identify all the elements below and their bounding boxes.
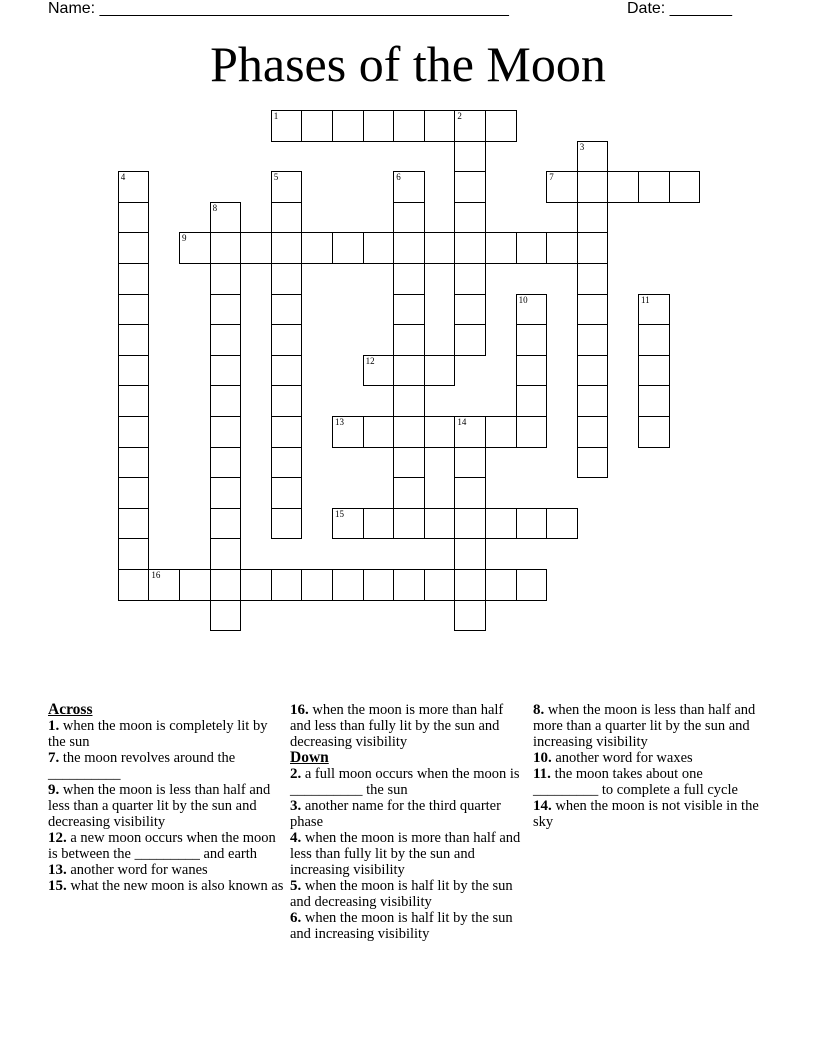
crossword-cell[interactable]	[454, 569, 486, 601]
crossword-cell[interactable]	[454, 416, 486, 448]
crossword-cell[interactable]	[454, 324, 486, 356]
crossword-cell[interactable]	[118, 355, 150, 387]
down-heading: Down	[290, 749, 329, 766]
crossword-cell[interactable]	[210, 294, 242, 326]
crossword-cell[interactable]	[210, 600, 242, 632]
crossword-cell[interactable]	[301, 569, 333, 601]
crossword-cell[interactable]	[485, 569, 517, 601]
crossword-cell[interactable]	[638, 355, 670, 387]
crossword-cell[interactable]	[454, 232, 486, 264]
crossword-cell[interactable]	[393, 263, 425, 295]
crossword-cell[interactable]	[271, 294, 303, 326]
crossword-cell[interactable]	[301, 232, 333, 264]
crossword-cell[interactable]	[210, 477, 242, 509]
crossword-cell[interactable]	[271, 447, 303, 479]
cell-number: 3	[579, 141, 585, 152]
crossword-cell[interactable]	[210, 355, 242, 387]
clue-down-10: 10. another word for waxes	[533, 750, 693, 766]
crossword-cell[interactable]	[546, 232, 578, 264]
crossword-cell[interactable]	[454, 294, 486, 326]
clue-across-13: 13. another word for wanes	[48, 862, 208, 878]
crossword-cell[interactable]	[485, 110, 517, 142]
crossword-cell[interactable]	[118, 477, 150, 509]
crossword-cell[interactable]	[271, 324, 303, 356]
cell-number: 12	[365, 355, 375, 366]
crossword-cell[interactable]	[577, 385, 609, 417]
crossword-cell[interactable]	[210, 263, 242, 295]
crossword-cell[interactable]	[393, 294, 425, 326]
crossword-cell[interactable]	[363, 508, 395, 540]
clue-down-5: 5. when the moon is half lit by the sun and decreasing visibility	[290, 878, 513, 910]
clue-across-1: 1. when the moon is completely lit by the sun	[48, 718, 268, 750]
crossword-cell[interactable]	[454, 600, 486, 632]
crossword-cell[interactable]	[271, 232, 303, 264]
crossword-cell[interactable]	[271, 202, 303, 234]
crossword-cell[interactable]	[393, 171, 425, 203]
crossword-cell[interactable]	[516, 232, 548, 264]
crossword-cell[interactable]	[210, 385, 242, 417]
crossword-cell[interactable]	[210, 202, 242, 234]
crossword-cell[interactable]	[332, 569, 364, 601]
cell-number: 10	[518, 294, 528, 305]
crossword-cell[interactable]	[363, 416, 395, 448]
crossword-cell[interactable]	[393, 355, 425, 387]
crossword-cell[interactable]	[393, 110, 425, 142]
crossword-cell[interactable]	[210, 447, 242, 479]
crossword-cell[interactable]	[271, 110, 303, 142]
crossword-cell[interactable]	[638, 385, 670, 417]
crossword-cell[interactable]	[454, 447, 486, 479]
crossword-cell[interactable]	[363, 232, 395, 264]
cell-number: 11	[641, 294, 650, 305]
clue-across-15: 15. what the new moon is also known as	[48, 878, 284, 894]
crossword-cell[interactable]	[210, 232, 242, 264]
crossword-cell[interactable]	[271, 385, 303, 417]
crossword-cell[interactable]	[271, 171, 303, 203]
crossword-cell[interactable]	[454, 508, 486, 540]
clue-down-4: 4. when the moon is more than half and less than fully lit by the sun and increasing visibility	[290, 830, 521, 878]
crossword-cell[interactable]	[424, 110, 456, 142]
crossword-cell[interactable]	[577, 171, 609, 203]
crossword-cell[interactable]	[424, 232, 456, 264]
crossword-cell[interactable]	[454, 110, 486, 142]
crossword-cell[interactable]	[485, 508, 517, 540]
crossword-cell[interactable]	[485, 232, 517, 264]
crossword-cell[interactable]	[179, 569, 211, 601]
crossword-cell[interactable]	[393, 202, 425, 234]
crossword-cell[interactable]	[393, 569, 425, 601]
crossword-cell[interactable]	[577, 355, 609, 387]
clue-column-2	[290, 702, 526, 942]
crossword-cell[interactable]	[424, 569, 456, 601]
clue-across-12: 12. a new moon occurs when the moon is between the _________ and earth	[48, 830, 276, 862]
crossword-cell[interactable]	[210, 416, 242, 448]
page-title: Phases of the Moon	[210, 36, 606, 92]
crossword-cell[interactable]	[363, 355, 395, 387]
crossword-cell[interactable]	[118, 232, 150, 264]
crossword-cell[interactable]	[516, 355, 548, 387]
crossword-cell[interactable]	[363, 110, 395, 142]
crossword-cell[interactable]	[424, 416, 456, 448]
clue-column-1	[48, 702, 284, 894]
crossword-cell[interactable]	[240, 232, 272, 264]
crossword-cell[interactable]	[577, 294, 609, 326]
crossword-cell[interactable]	[638, 324, 670, 356]
crossword-cell[interactable]	[424, 355, 456, 387]
crossword-cell[interactable]	[118, 324, 150, 356]
clue-column-3	[533, 702, 763, 830]
crossword-cell[interactable]	[118, 447, 150, 479]
crossword-cell[interactable]	[210, 569, 242, 601]
crossword-cell[interactable]	[516, 294, 548, 326]
cell-number: 7	[549, 172, 554, 183]
crossword-cell[interactable]	[393, 416, 425, 448]
clue-down-14: 14. when the moon is not visible in the sky	[533, 798, 759, 830]
clue-across-7: 7. the moon revolves around the __________	[48, 750, 236, 782]
crossword-cell[interactable]	[454, 202, 486, 234]
clue-down-3: 3. another name for the third quarter phase	[290, 798, 501, 830]
crossword-cell[interactable]	[638, 171, 670, 203]
crossword-cell[interactable]	[118, 508, 150, 540]
cell-number: 2	[457, 111, 462, 121]
cell-number: 16	[151, 570, 161, 580]
crossword-cell[interactable]	[516, 385, 548, 417]
crossword-cell[interactable]	[118, 569, 150, 601]
cell-number: 6	[396, 172, 401, 183]
crossword-cell[interactable]	[301, 110, 333, 142]
crossword-cell[interactable]	[118, 538, 150, 570]
crossword-cell[interactable]	[454, 141, 486, 173]
crossword-cell[interactable]	[210, 508, 242, 540]
crossword-cell[interactable]	[393, 232, 425, 264]
crossword-cell[interactable]	[638, 294, 670, 326]
crossword-cell[interactable]	[577, 416, 609, 448]
crossword-cell[interactable]	[332, 416, 364, 448]
crossword-cell[interactable]	[577, 324, 609, 356]
clue-across-16: 16. when the moon is more than half and less than fully lit by the sun and decreasing visibility	[290, 702, 504, 750]
crossword-cell[interactable]	[454, 538, 486, 570]
crossword-cell[interactable]	[424, 508, 456, 540]
crossword-cell[interactable]	[516, 508, 548, 540]
cell-number: 8	[212, 202, 218, 213]
crossword-cell[interactable]	[607, 171, 639, 203]
crossword-cell[interactable]	[210, 538, 242, 570]
crossword-cell[interactable]	[179, 232, 211, 264]
crossword-cell[interactable]	[546, 171, 578, 203]
cell-number: 15	[335, 508, 344, 519]
crossword-cell[interactable]	[577, 141, 609, 173]
crossword-cell[interactable]	[516, 416, 548, 448]
cell-number: 13	[335, 417, 344, 427]
across-heading: Across	[48, 701, 93, 718]
crossword-cell[interactable]	[546, 508, 578, 540]
crossword-cell[interactable]	[485, 416, 517, 448]
clue-across-9: 9. when the moon is less than half and less than a quarter lit by the sun and decreasing visibility	[48, 782, 271, 830]
crossword-cell[interactable]	[210, 324, 242, 356]
crossword-cell[interactable]	[363, 569, 395, 601]
crossword-cell[interactable]	[118, 294, 150, 326]
clue-down-8: 8. when the moon is less than half and more than a quarter lit by the sun and increasing visibility	[533, 702, 756, 750]
crossword-cell[interactable]	[577, 232, 609, 264]
crossword-cell[interactable]	[577, 263, 609, 295]
crossword-cell[interactable]	[118, 171, 150, 203]
crossword-cell[interactable]	[393, 477, 425, 509]
crossword-cell[interactable]	[332, 232, 364, 264]
cell-number: 9	[182, 233, 187, 244]
crossword-cell[interactable]	[393, 324, 425, 356]
crossword-cell[interactable]	[118, 385, 150, 417]
crossword-cell[interactable]	[393, 447, 425, 479]
cell-number: 4	[120, 172, 126, 183]
cell-number: 14	[457, 417, 467, 427]
crossword-cell[interactable]	[271, 416, 303, 448]
crossword-cell[interactable]	[638, 416, 670, 448]
crossword-cell[interactable]	[271, 508, 303, 540]
crossword-cell[interactable]	[271, 569, 303, 601]
cell-number: 1	[273, 111, 279, 121]
crossword-cell[interactable]	[393, 385, 425, 417]
crossword-cell[interactable]	[669, 171, 701, 203]
crossword-cell[interactable]	[454, 171, 486, 203]
clue-down-11: 11. the moon takes about one _________ to complete a full cycle	[533, 766, 738, 798]
crossword-cell[interactable]	[118, 202, 150, 234]
crossword-cell[interactable]	[454, 477, 486, 509]
date-field[interactable]: Date: _______	[627, 0, 732, 17]
cell-number: 5	[273, 172, 279, 183]
crossword-cell[interactable]	[516, 569, 548, 601]
crossword-cell[interactable]	[393, 508, 425, 540]
clue-down-6: 6. when the moon is half lit by the sun and increasing visibility	[290, 910, 513, 942]
crossword-cell[interactable]	[577, 202, 609, 234]
crossword-cell[interactable]	[271, 477, 303, 509]
clue-down-2: 2. a full moon occurs when the moon is __________ the sun	[290, 766, 520, 798]
crossword-cell[interactable]	[577, 447, 609, 479]
crossword-cell[interactable]	[516, 324, 548, 356]
crossword-cell[interactable]	[148, 569, 180, 601]
crossword-cell[interactable]	[118, 416, 150, 448]
name-field[interactable]: Name: ______________________________________________	[48, 0, 509, 17]
crossword-cell[interactable]	[454, 263, 486, 295]
crossword-cell[interactable]	[332, 110, 364, 142]
crossword-cell[interactable]	[118, 263, 150, 295]
crossword-cell[interactable]	[240, 569, 272, 601]
crossword-cell[interactable]	[332, 508, 364, 540]
crossword-cell[interactable]	[271, 263, 303, 295]
crossword-cell[interactable]	[271, 355, 303, 387]
